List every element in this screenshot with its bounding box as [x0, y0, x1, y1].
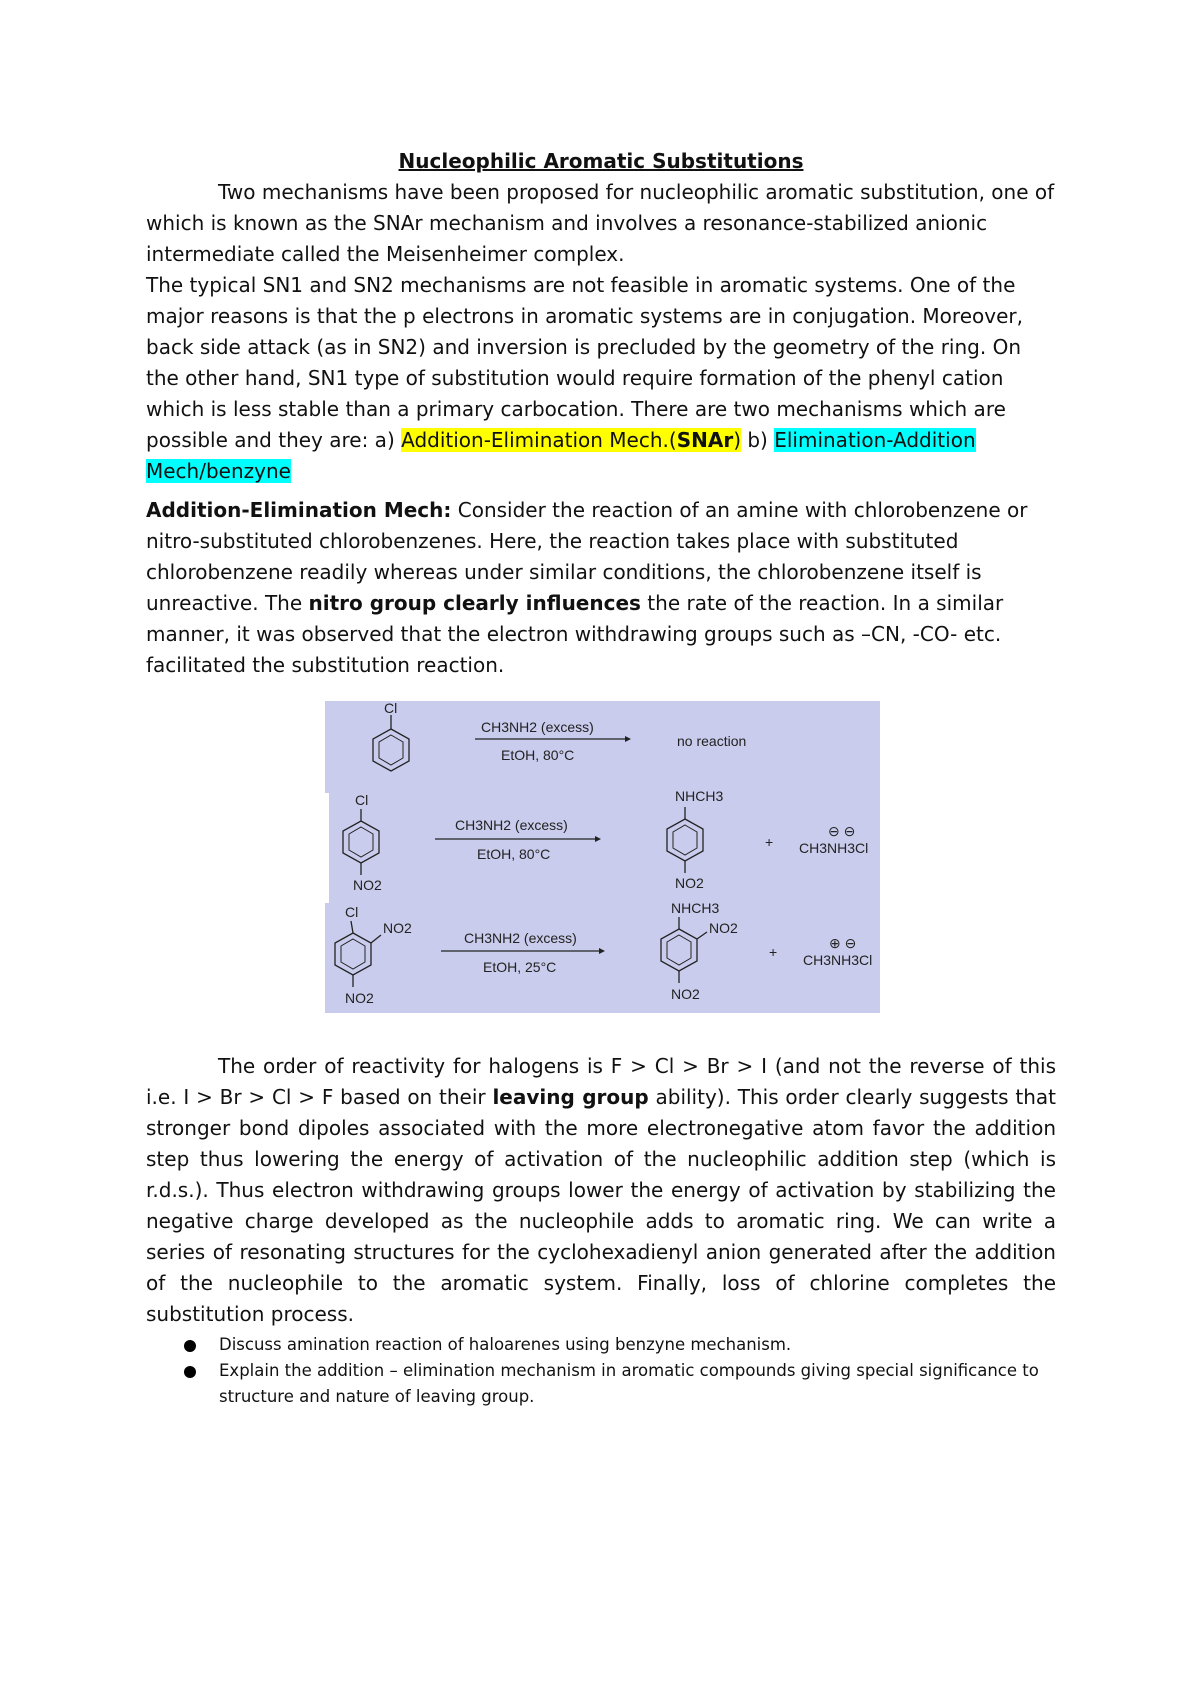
r3-plus: + — [769, 944, 778, 960]
question-list — [146, 1332, 1056, 1410]
list-item — [146, 1358, 1056, 1410]
mechanism-a-abbrev: SNAr — [676, 428, 734, 452]
mechanism-b-highlight: Elimination-Addition Mech/benzyne — [146, 428, 976, 483]
r1-product: no reaction — [677, 733, 747, 749]
page-title: Nucleophilic Aromatic Substitutions — [398, 149, 804, 173]
r1-substituent: Cl — [384, 701, 398, 716]
reaction-scheme-figure — [325, 701, 880, 1013]
r1-conditions: EtOH, 80°C — [501, 747, 575, 763]
r3-charges: ⊕ ⊖ — [829, 935, 857, 951]
addition-elimination-paragraph — [146, 495, 1056, 681]
question-text: Explain the addition – elimination mechanism in aromatic compounds giving special significance to structure and nature of leaving group. — [219, 1361, 1039, 1406]
mechanisms-text: The typical SN1 and SN2 mechanisms are not feasible in aromatic systems. One of the major reasons is that the p electrons in aromatic systems are in conjugation. Moreover, back side attack (as in SN2) and inversion is precluded by the geometry of the ring. On the other hand, SN1 type of substitution would require formation of the phenyl cation which is less stable than a primary carbocation. There are two mechanisms which are possible and they are: a) — [146, 273, 1023, 452]
mechanisms-paragraph — [146, 270, 1056, 487]
r1-reagent: CH3NH2 (excess) — [481, 719, 594, 735]
intro-paragraph: Two mechanisms have been proposed for nucleophilic aromatic substitution, one of which is known as the SNAr mechanism and involves a resonance-stabilized anionic intermediate called the Meisenheimer complex. — [146, 180, 1055, 266]
r3-salt: CH3NH3Cl — [803, 952, 873, 968]
mechanism-a-label: Addition-Elimination Mech.( — [401, 428, 677, 452]
r2-charges: ⊖ ⊖ — [828, 823, 856, 839]
mechanism-a-highlight — [401, 428, 741, 452]
r3-product-top: NHCH3 — [671, 900, 720, 916]
r2-product-top: NHCH3 — [675, 788, 724, 804]
r3-conditions: EtOH, 25°C — [483, 959, 557, 975]
r2-bottom: NO2 — [353, 877, 382, 893]
reactivity-bold-phrase: leaving group — [492, 1085, 649, 1109]
scheme-panel-2 — [329, 793, 880, 903]
r2-reagent: CH3NH2 (excess) — [455, 817, 568, 833]
reactivity-text-2: ability). This order clearly suggests that stronger bond dipoles associated with the more electronegative atom favor the addition step thus lowering the energy of activation of the nucleophilic addition step (which is r.d.s.). Thus electron withdrawing groups lower the energy of activation by stabilizing the negative charge developed as the nucleophile adds to aromatic ring. We can write a series of resonating structures for the cyclohexadienyl anion generated after the addition of the nucleophile to the aromatic system. Finally, loss of chlorine completes the substitution process. — [146, 1085, 1056, 1326]
section-heading: Addition-Elimination Mech: — [146, 498, 452, 522]
r2-plus: + — [765, 834, 774, 850]
document-page — [146, 146, 1056, 1410]
bullet-icon — [184, 1366, 196, 1378]
r2-conditions: EtOH, 80°C — [477, 846, 551, 862]
r3-ortho: NO2 — [383, 920, 412, 936]
r3-product-ortho: NO2 — [709, 920, 738, 936]
scheme-panel-1 — [325, 701, 880, 793]
r3-product-bottom: NO2 — [671, 986, 700, 1002]
reactivity-paragraph — [146, 1051, 1056, 1330]
reaction-scheme — [325, 701, 880, 1013]
r2-salt: CH3NH3Cl — [799, 840, 869, 856]
mechanism-a-close: ) — [733, 428, 741, 452]
r2-top: Cl — [355, 792, 369, 808]
list-item — [146, 1332, 1056, 1358]
r3-reagent: CH3NH2 (excess) — [464, 930, 577, 946]
r2-product-bottom: NO2 — [675, 875, 704, 891]
r3-bottom: NO2 — [345, 990, 374, 1006]
reactivity-text-1: The order of reactivity for halogens is F > Cl > Br > I (and not the reverse of this i.e. I > Br > Cl > F based on their — [146, 1054, 1056, 1109]
mechanism-separator: b) — [741, 428, 775, 452]
bullet-icon — [184, 1340, 196, 1352]
ae-bold-phrase: nitro group clearly influences — [308, 591, 641, 615]
question-text: Discuss amination reaction of haloarenes using benzyne mechanism. — [219, 1335, 792, 1354]
r3-top: Cl — [345, 904, 359, 920]
ae-text-1: Consider the reaction of an amine with chlorobenzene or nitro-substituted chlorobenzenes. Here, the reaction takes place with substituted chlorobenzene readily whereas under similar conditions, the chlorobenzene itself is unreactive. The — [146, 498, 1028, 615]
ae-text-2: the rate of the reaction. In a similar manner, it was observed that the electron withdrawing groups such as –CN, -CO- etc. facilitated the substitution reaction. — [146, 591, 1004, 677]
